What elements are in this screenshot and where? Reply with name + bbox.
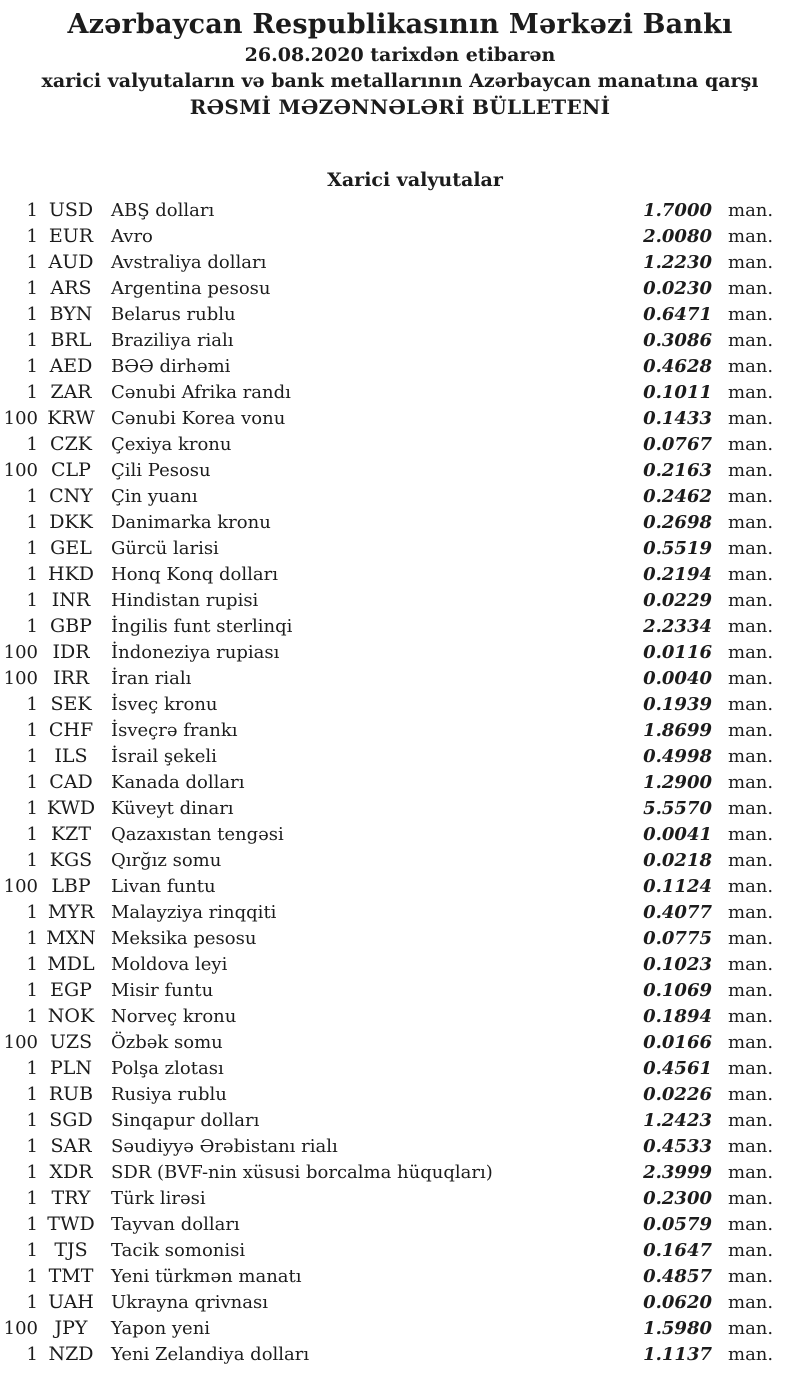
rate-value: 0.4998 [643,746,712,767]
currency-name: BƏƏ dirhəmi [111,356,231,377]
currency-name: Tayvan dolları [111,1214,240,1235]
currency-unit: man. [728,1292,774,1313]
rate-row [0,509,772,535]
currency-unit: man. [728,1136,774,1157]
currency-code: EUR [48,225,94,247]
rate-quantity: 1 [26,538,38,559]
rate-row [0,587,772,613]
currency-name: Çin yuanı [111,486,198,507]
rate-value: 0.0226 [643,1084,712,1105]
currency-unit: man. [728,538,774,559]
currency-unit: man. [728,278,774,299]
currency-code: DKK [49,511,93,533]
rate-quantity: 1 [26,1344,38,1365]
rate-value: 0.0767 [643,434,712,455]
currency-unit: man. [728,564,774,585]
rate-row [0,1237,772,1263]
currency-code: GBP [50,615,92,637]
currency-code: BYN [49,303,93,325]
rate-quantity: 1 [26,928,38,949]
currency-name: İsrail şekeli [111,746,217,767]
rate-row [0,353,772,379]
currency-name: Sinqapur dolları [111,1110,260,1131]
rate-row [0,743,772,769]
currency-name: Cənubi Korea vonu [111,408,286,429]
currency-code: KZT [50,823,92,845]
rate-row [0,483,772,509]
currency-unit: man. [728,434,774,455]
currency-name: Səudiyyə Ərəbistanı rialı [111,1136,338,1157]
rate-quantity: 1 [26,824,38,845]
rate-row [0,561,772,587]
currency-name: Çexiya kronu [111,434,232,455]
currency-name: Qırğız somu [111,850,222,871]
currency-unit: man. [728,954,774,975]
rate-row [0,327,772,353]
rate-quantity: 1 [26,226,38,247]
rate-value: 0.1124 [643,876,712,897]
rate-row [0,197,772,223]
rate-value: 1.7000 [643,200,712,221]
currency-name: Tacik somonisi [111,1240,246,1261]
currency-name: Honq Konq dolları [111,564,278,585]
currency-code: AED [49,355,93,377]
currency-code: PLN [49,1057,93,1079]
currency-code: KGS [49,849,93,871]
rate-value: 0.1433 [643,408,712,429]
rate-quantity: 1 [26,1006,38,1027]
currency-unit: man. [728,720,774,741]
rate-quantity: 100 [3,876,38,897]
currency-code: INR [51,589,91,611]
currency-unit: man. [728,1032,774,1053]
rate-row [0,899,772,925]
rate-value: 0.0116 [643,642,712,663]
rate-row [0,691,772,717]
rate-value: 0.2698 [643,512,712,533]
currency-name: Ukrayna qrivnası [111,1292,268,1313]
rate-row [0,301,772,327]
currency-code: CAD [49,771,93,793]
rate-value: 0.2462 [643,486,712,507]
rate-quantity: 1 [26,1292,38,1313]
rate-quantity: 1 [26,304,38,325]
rate-quantity: 1 [26,616,38,637]
rate-row [0,977,772,1003]
currency-unit: man. [728,616,774,637]
rate-quantity: 1 [26,954,38,975]
currency-name: Danimarka kronu [111,512,271,533]
rate-row [0,1341,772,1367]
currency-unit: man. [728,304,774,325]
currency-unit: man. [728,1214,774,1235]
rate-value: 0.1023 [643,954,712,975]
rate-quantity: 1 [26,850,38,871]
currency-code: RUB [48,1083,94,1105]
currency-code: MDL [47,953,95,975]
currency-unit: man. [728,850,774,871]
rate-value: 0.6471 [643,304,712,325]
rate-value: 0.2300 [643,1188,712,1209]
currency-unit: man. [728,252,774,273]
currency-code: MYR [47,901,95,923]
currency-unit: man. [728,824,774,845]
currency-code: XDR [49,1161,93,1183]
rate-value: 0.1647 [643,1240,712,1261]
currency-name: İsveçrə frankı [111,720,238,741]
currency-unit: man. [728,408,774,429]
rate-row [0,821,772,847]
currency-name: Avro [111,226,153,247]
exchange-rates-table [0,197,800,1367]
rate-value: 0.2194 [643,564,712,585]
currency-code: UZS [49,1031,93,1053]
rate-row [0,1315,772,1341]
rate-value: 0.1894 [643,1006,712,1027]
rate-quantity: 1 [26,980,38,1001]
rate-quantity: 100 [3,1318,38,1339]
rate-value: 0.5519 [643,538,712,559]
currency-name: Argentina pesosu [111,278,271,299]
currency-name: Kanada dolları [111,772,245,793]
rate-quantity: 1 [26,252,38,273]
currency-unit: man. [728,694,774,715]
rate-value: 0.0620 [643,1292,712,1313]
currency-name: ABŞ dolları [111,200,215,221]
rate-value: 0.0230 [643,278,712,299]
rate-quantity: 1 [26,382,38,403]
currency-unit: man. [728,1266,774,1287]
currency-unit: man. [728,1110,774,1131]
rate-quantity: 1 [26,1110,38,1131]
rate-quantity: 1 [26,564,38,585]
section-title-foreign-currencies: Xarici valyutalar [327,169,503,191]
currency-name: Moldova leyi [111,954,228,975]
currency-unit: man. [728,1006,774,1027]
currency-code: IRR [52,667,90,689]
currency-code: SAR [50,1135,92,1157]
rate-value: 2.0080 [643,226,712,247]
currency-name: Norveç kronu [111,1006,237,1027]
currency-name: Braziliya rialı [111,330,234,351]
rate-quantity: 1 [26,278,38,299]
currency-unit: man. [728,1344,774,1365]
rate-quantity: 1 [26,590,38,611]
currency-name: Malayziya rinqqiti [111,902,277,923]
rate-value: 0.1939 [643,694,712,715]
currency-name: İran rialı [111,668,192,689]
rate-quantity: 1 [26,434,38,455]
currency-unit: man. [728,798,774,819]
rate-row [0,457,772,483]
currency-unit: man. [728,460,774,481]
rate-quantity: 1 [26,902,38,923]
currency-code: LBP [51,875,91,897]
rate-value: 0.4077 [643,902,712,923]
rate-value: 0.4533 [643,1136,712,1157]
rate-quantity: 1 [26,772,38,793]
currency-name: Hindistan rupisi [111,590,259,611]
rate-quantity: 100 [3,460,38,481]
currency-name: Türk lirəsi [111,1188,206,1209]
currency-name: İngilis funt sterlinqi [111,616,293,637]
rate-value: 0.2163 [643,460,712,481]
rate-quantity: 1 [26,330,38,351]
rate-value: 0.4628 [643,356,712,377]
rate-row [0,717,772,743]
rate-row [0,535,772,561]
currency-name: Çili Pesosu [111,460,211,481]
currency-code: GEL [50,537,92,559]
rate-row [0,1133,772,1159]
rate-value: 0.0041 [643,824,712,845]
currency-code: TJS [54,1239,88,1261]
rate-row [0,1263,772,1289]
rate-quantity: 100 [3,642,38,663]
currency-name: SDR (BVF-nin xüsusi borcalma hüquqları) [111,1162,493,1183]
currency-unit: man. [728,200,774,221]
rate-row [0,873,772,899]
rate-quantity: 1 [26,356,38,377]
rate-quantity: 1 [26,512,38,533]
rate-value: 0.0040 [643,668,712,689]
rate-quantity: 1 [26,720,38,741]
currency-code: AUD [48,251,94,273]
rate-value: 1.1137 [643,1344,712,1365]
currency-code: NOK [47,1005,95,1027]
rate-row [0,379,772,405]
bank-title: Azərbaycan Respublikasının Mərkəzi Bankı [67,9,733,40]
rate-value: 0.0579 [643,1214,712,1235]
rate-row [0,1185,772,1211]
rate-value: 2.2334 [643,616,712,637]
currency-unit: man. [728,330,774,351]
currency-unit: man. [728,668,774,689]
currency-code: EGP [50,979,92,1001]
rate-quantity: 100 [3,408,38,429]
rate-row [0,1029,772,1055]
effective-date-line: 26.08.2020 tarixdən etibarən [244,44,556,66]
currency-code: KWD [46,797,96,819]
rate-value: 1.8699 [643,720,712,741]
rate-value: 2.3999 [643,1162,712,1183]
currency-code: BRL [50,329,92,351]
currency-unit: man. [728,512,774,533]
currency-code: KRW [47,407,95,429]
currency-name: Özbək somu [111,1032,223,1053]
currency-name: Gürcü larisi [111,538,219,559]
rate-value: 0.3086 [643,330,712,351]
currency-unit: man. [728,928,774,949]
rate-quantity: 1 [26,1162,38,1183]
rate-row [0,1081,772,1107]
rate-value: 0.4561 [643,1058,712,1079]
rate-row [0,275,772,301]
currency-code: TWD [47,1213,95,1235]
rate-quantity: 1 [26,1240,38,1261]
currency-code: CLP [51,459,91,481]
rate-value: 0.1069 [643,980,712,1001]
currency-unit: man. [728,1318,774,1339]
currency-code: TMT [48,1265,94,1287]
rate-value: 1.2230 [643,252,712,273]
rate-quantity: 1 [26,1214,38,1235]
currency-code: MXN [46,927,96,949]
currency-unit: man. [728,876,774,897]
currency-unit: man. [728,356,774,377]
rate-quantity: 1 [26,1266,38,1287]
rate-row [0,431,772,457]
currency-name: Cənubi Afrika randı [111,382,291,403]
currency-code: SGD [49,1109,93,1131]
currency-name: Livan funtu [111,876,216,897]
currency-name: Polşa zlotası [111,1058,224,1079]
currency-code: SEK [50,693,92,715]
subtitle-line: xarici valyutaların və bank metallarının Azərbaycan manatına qarşı [41,70,759,92]
rate-row [0,223,772,249]
currency-code: CNY [49,485,93,507]
rate-value: 0.0229 [643,590,712,611]
currency-code: HKD [48,563,94,585]
rate-row [0,1003,772,1029]
rate-value: 0.0218 [643,850,712,871]
rate-row [0,769,772,795]
currency-code: ZAR [50,381,92,403]
currency-unit: man. [728,1058,774,1079]
rate-value: 0.0166 [643,1032,712,1053]
rate-value: 5.5570 [643,798,712,819]
bulletin-header [0,8,800,121]
currency-code: ILS [54,745,88,767]
rate-row [0,847,772,873]
currency-unit: man. [728,226,774,247]
currency-unit: man. [728,902,774,923]
rate-quantity: 100 [3,668,38,689]
rate-row [0,1055,772,1081]
currency-unit: man. [728,746,774,767]
rate-quantity: 1 [26,1058,38,1079]
currency-name: Küveyt dinarı [111,798,234,819]
currency-name: İsveç kronu [111,694,218,715]
currency-code: IDR [52,641,90,663]
currency-code: ARS [50,277,92,299]
currency-unit: man. [728,1162,774,1183]
rate-quantity: 1 [26,200,38,221]
currency-name: Yeni Zelandiya dolları [111,1344,310,1365]
currency-code: CZK [50,433,92,455]
currency-unit: man. [728,382,774,403]
currency-unit: man. [728,1188,774,1209]
currency-unit: man. [728,642,774,663]
rate-row [0,795,772,821]
currency-code: UAH [48,1291,94,1313]
rate-row [0,249,772,275]
rate-value: 1.5980 [643,1318,712,1339]
rate-quantity: 1 [26,1084,38,1105]
currency-name: Rusiya rublu [111,1084,227,1105]
currency-unit: man. [728,1084,774,1105]
currency-unit: man. [728,980,774,1001]
currency-code: JPY [54,1317,88,1339]
rate-row [0,951,772,977]
rate-value: 1.2423 [643,1110,712,1131]
currency-code: CHF [48,719,94,741]
rate-value: 1.2900 [643,772,712,793]
currency-name: Misir funtu [111,980,214,1001]
currency-code: TRY [51,1187,91,1209]
bulletin-title: RƏSMİ MƏZƏNNƏLƏRİ BÜLLETENİ [189,95,611,119]
rate-row [0,925,772,951]
rate-quantity: 1 [26,486,38,507]
rate-row [0,639,772,665]
rate-row [0,1159,772,1185]
rate-row [0,613,772,639]
rate-value: 0.1011 [643,382,712,403]
rate-row [0,665,772,691]
rate-row [0,1107,772,1133]
currency-unit: man. [728,1240,774,1261]
currency-name: Yeni türkmən manatı [111,1266,302,1287]
currency-name: Belarus rublu [111,304,236,325]
currency-code: USD [48,199,94,221]
rate-row [0,405,772,431]
rate-quantity: 100 [3,1032,38,1053]
rate-quantity: 1 [26,1136,38,1157]
rate-quantity: 1 [26,798,38,819]
rate-value: 0.4857 [643,1266,712,1287]
rate-value: 0.0775 [643,928,712,949]
currency-unit: man. [728,590,774,611]
currency-name: Qazaxıstan tengəsi [111,824,284,845]
currency-code: NZD [48,1343,94,1365]
rate-row [0,1289,772,1315]
currency-name: İndoneziya rupiası [111,642,280,663]
currency-unit: man. [728,486,774,507]
currency-name: Avstraliya dolları [111,252,267,273]
rate-quantity: 1 [26,746,38,767]
rate-row [0,1211,772,1237]
rate-quantity: 1 [26,694,38,715]
currency-unit: man. [728,772,774,793]
rate-quantity: 1 [26,1188,38,1209]
currency-name: Yapon yeni [111,1318,211,1339]
currency-name: Meksika pesosu [111,928,257,949]
